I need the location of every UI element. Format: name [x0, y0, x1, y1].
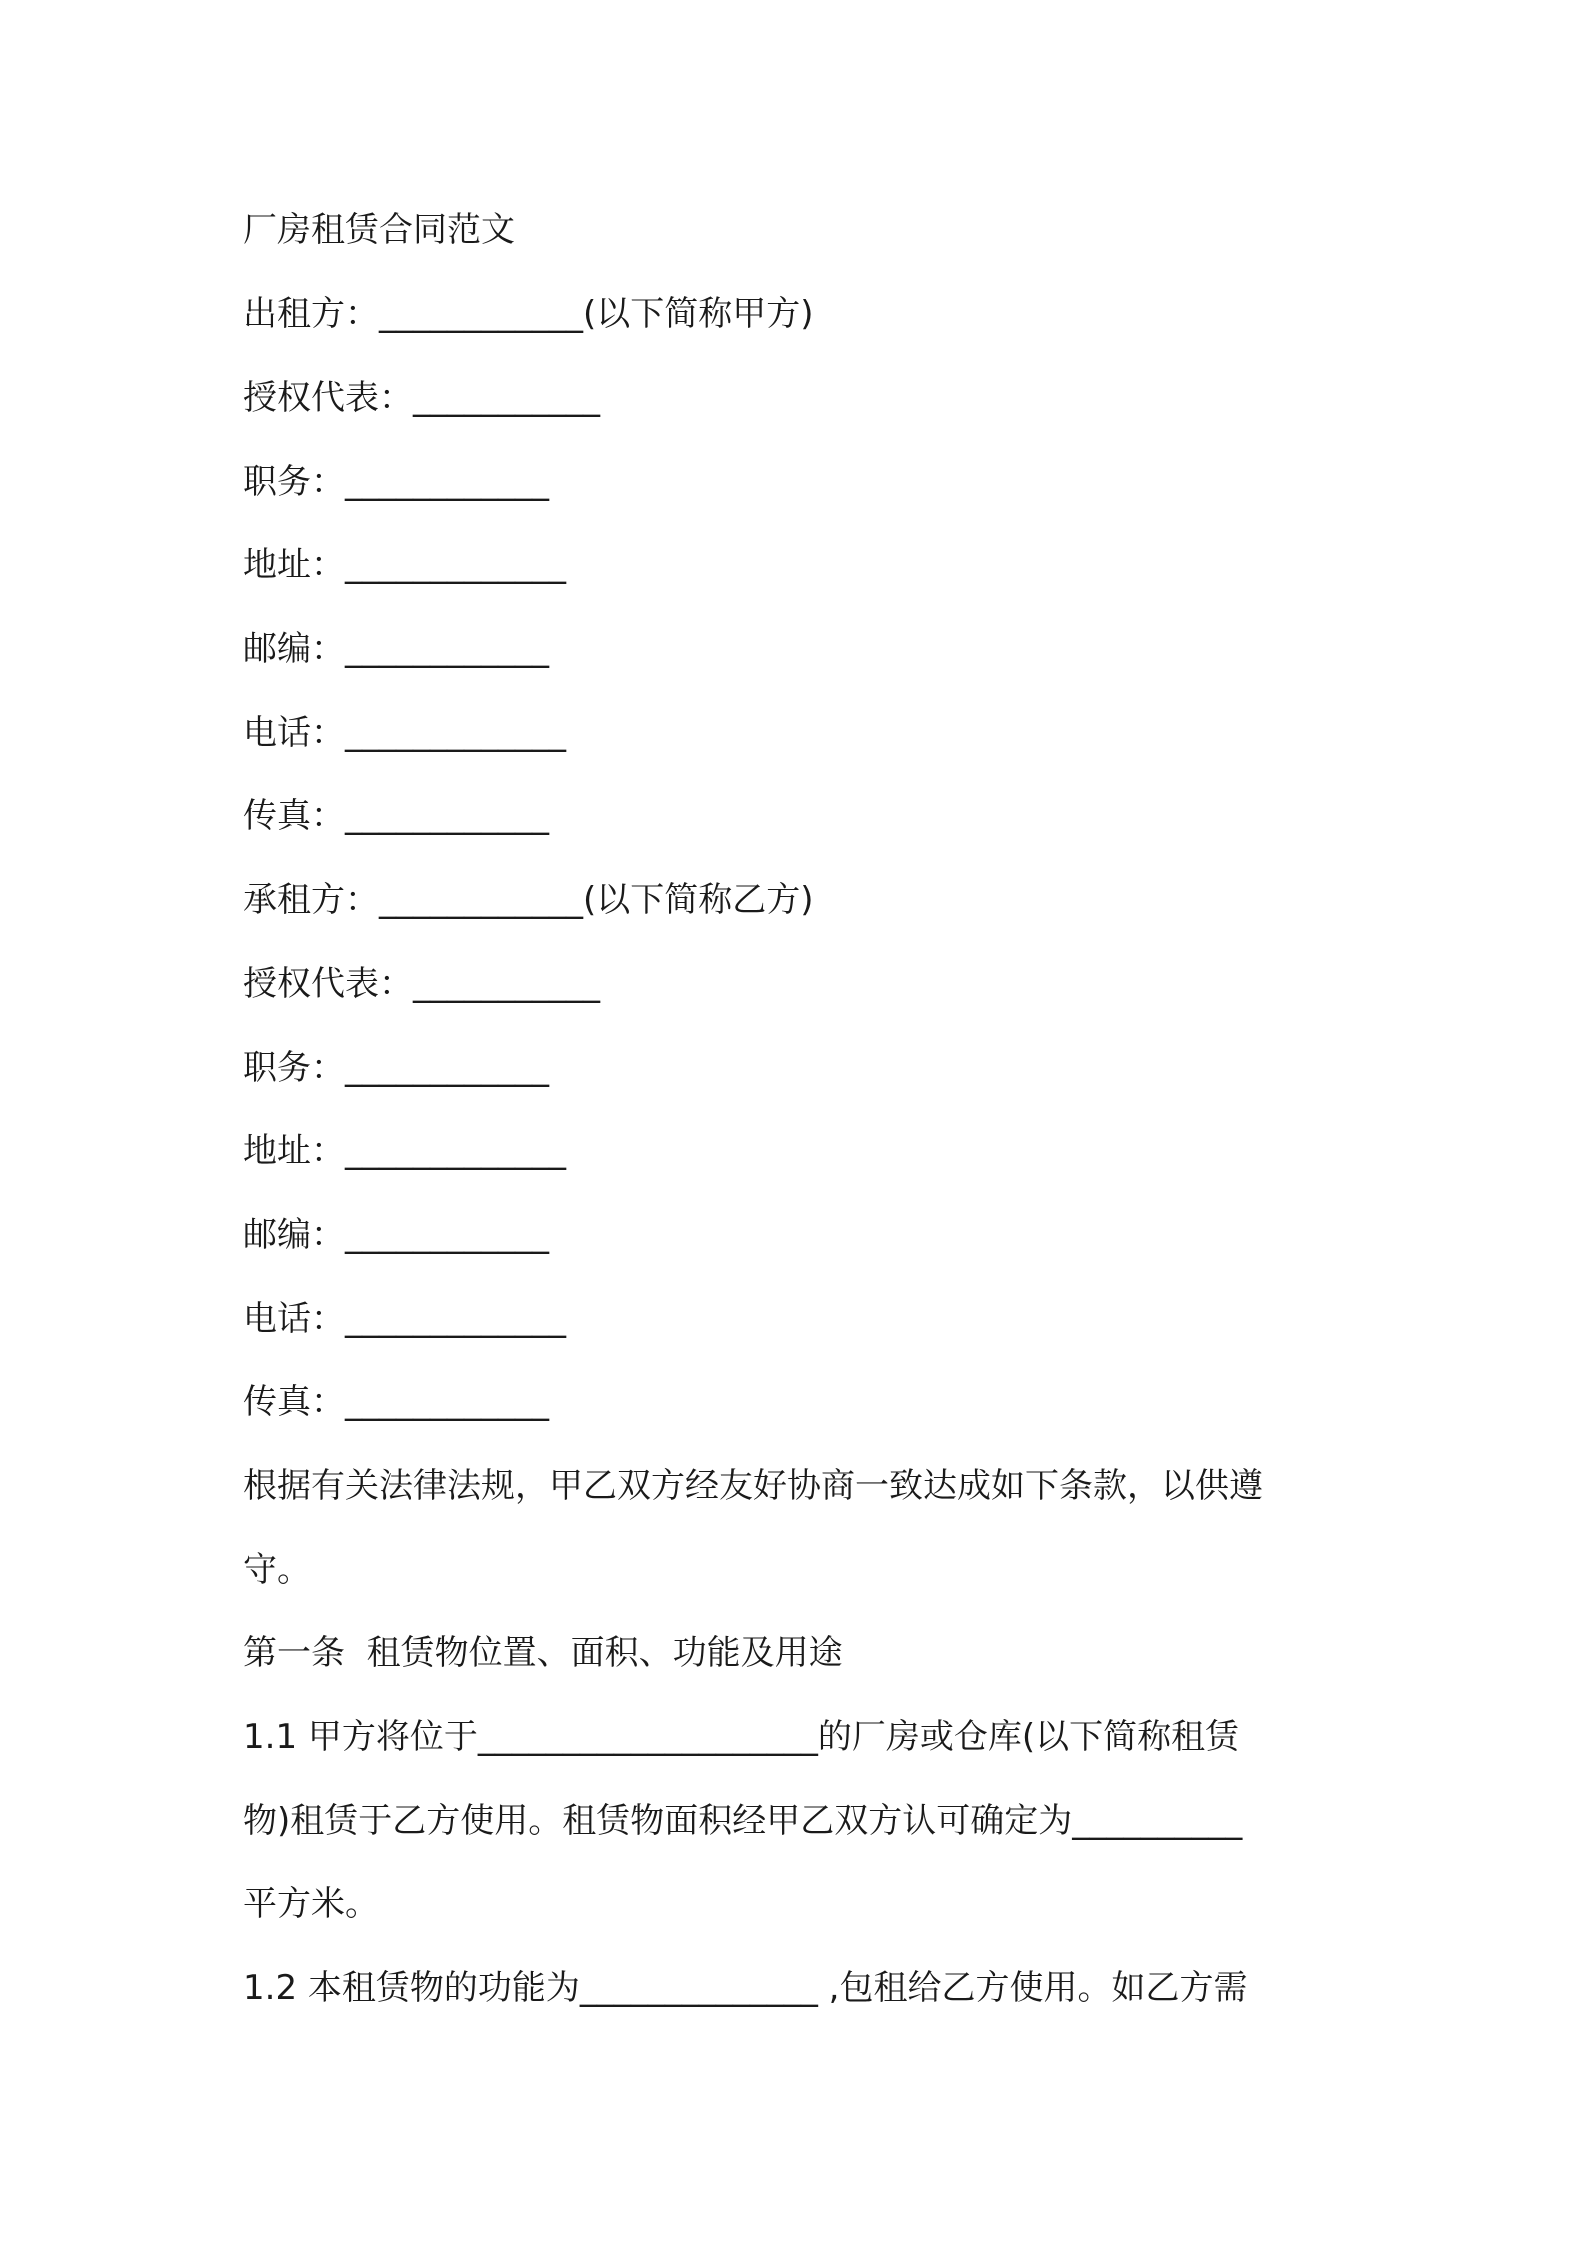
preamble-line-1: 根据有关法律法规，甲乙双方经友好协商一致达成如下条款，以供遵	[243, 1466, 1263, 1506]
document-title: 厂房租赁合同范文	[243, 210, 515, 250]
clause-1-2-line-1: 1.2 本租赁物的功能为______________ ,包租给乙方使用。如乙方需	[243, 1968, 1248, 2008]
lessee-line: 承租方：____________(以下简称乙方)	[243, 880, 814, 920]
clause-1-1-line-2: 物)租赁于乙方使用。租赁物面积经甲乙双方认可确定为__________	[243, 1801, 1243, 1841]
lessor-representative-line: 授权代表：___________	[243, 378, 600, 418]
clause-1-1-line-3: 平方米。	[243, 1884, 379, 1924]
lessee-representative-line: 授权代表：___________	[243, 964, 600, 1004]
lessor-position-line: 职务：____________	[243, 462, 549, 502]
lessee-position-line: 职务：____________	[243, 1048, 549, 1088]
clause-1-1-line-1: 1.1 甲方将位于____________________的厂房或仓库(以下简称租赁	[243, 1717, 1240, 1757]
lessor-phone-line: 电话：_____________	[243, 713, 566, 753]
lessee-address-line: 地址：_____________	[243, 1131, 566, 1171]
lessor-postcode-line: 邮编：____________	[243, 629, 549, 669]
preamble-line-2: 守。	[243, 1550, 311, 1590]
lessee-phone-line: 电话：_____________	[243, 1299, 566, 1339]
article-1-heading: 第一条 租赁物位置、面积、功能及用途	[243, 1633, 843, 1673]
lessor-address-line: 地址：_____________	[243, 545, 566, 585]
lessee-fax-line: 传真：____________	[243, 1382, 549, 1422]
lessee-postcode-line: 邮编：____________	[243, 1215, 549, 1255]
lessor-line: 出租方：____________(以下简称甲方)	[243, 294, 814, 334]
lessor-fax-line: 传真：____________	[243, 796, 549, 836]
